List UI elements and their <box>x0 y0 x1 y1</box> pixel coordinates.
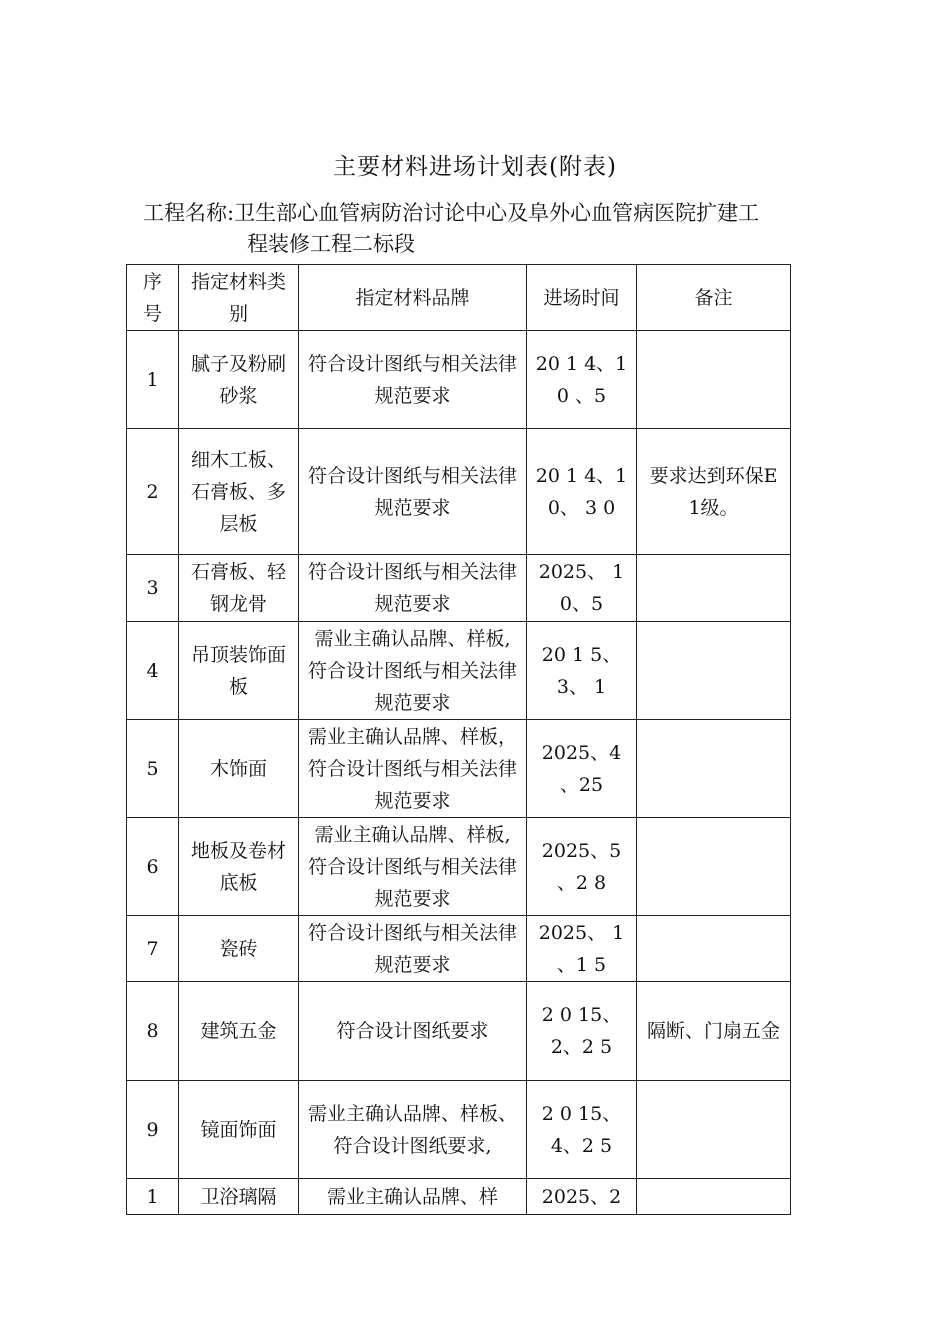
table-row <box>127 555 791 622</box>
table-row <box>127 1081 791 1179</box>
cell-category: 建筑五金 <box>179 982 299 1081</box>
cell-time: 2 0 15、2、2 5 <box>527 982 637 1081</box>
cell-note: 隔断、门扇五金 <box>637 982 791 1081</box>
table-row <box>127 818 791 916</box>
cell-category: 吊顶装饰面板 <box>179 622 299 720</box>
cell-category: 卫浴璃隔 <box>179 1179 299 1215</box>
project-name-line2: 程装修工程二标段 <box>247 232 415 256</box>
cell-brand: 需业主确认品牌、样 <box>299 1179 527 1215</box>
cell-brand: 符合设计图纸与相关法律规范要求 <box>299 429 527 555</box>
header-brand: 指定材料品牌 <box>299 265 527 331</box>
cell-seq: 8 <box>127 982 179 1081</box>
table-row <box>127 982 791 1081</box>
cell-note <box>637 555 791 622</box>
cell-note: 要求达到环保E1级。 <box>637 429 791 555</box>
cell-seq: 1 <box>127 331 179 429</box>
materials-table <box>126 264 791 1215</box>
cell-note <box>637 1179 791 1215</box>
cell-time: 2025、5 、2 8 <box>527 818 637 916</box>
cell-category: 腻子及粉刷砂浆 <box>179 331 299 429</box>
header-time: 进场时间 <box>527 265 637 331</box>
table-row <box>127 622 791 720</box>
header-category: 指定材料类别 <box>179 265 299 331</box>
cell-brand: 需业主确认品牌、样板,符合设计图纸与相关法律规范要求 <box>299 818 527 916</box>
cell-time: 2 0 15、4、2 5 <box>527 1081 637 1179</box>
project-name <box>143 198 823 260</box>
cell-category: 镜面饰面 <box>179 1081 299 1179</box>
table-row <box>127 720 791 818</box>
cell-seq: 4 <box>127 622 179 720</box>
page-title: 主要材料进场计划表(附表) <box>333 154 617 180</box>
cell-seq: 7 <box>127 916 179 982</box>
table-header-row <box>127 265 791 331</box>
cell-category: 瓷砖 <box>179 916 299 982</box>
cell-seq: 1 <box>127 1179 179 1215</box>
cell-category: 石膏板、轻钢龙骨 <box>179 555 299 622</box>
table-row <box>127 331 791 429</box>
cell-brand: 需业主确认品牌、样板，符合设计图纸与相关法律规范要求 <box>299 720 527 818</box>
cell-brand: 符合设计图纸与相关法律规范要求 <box>299 555 527 622</box>
cell-seq: 6 <box>127 818 179 916</box>
cell-time: 2025、4 、25 <box>527 720 637 818</box>
cell-seq: 5 <box>127 720 179 818</box>
cell-note <box>637 818 791 916</box>
cell-note <box>637 331 791 429</box>
cell-time: 20 1 4、10、 3 0 <box>527 429 637 555</box>
table-row <box>127 429 791 555</box>
cell-note <box>637 622 791 720</box>
cell-category: 地板及卷材底板 <box>179 818 299 916</box>
cell-seq: 3 <box>127 555 179 622</box>
cell-time: 20 1 4、1 0 、5 <box>527 331 637 429</box>
cell-seq: 9 <box>127 1081 179 1179</box>
cell-time: 2025、2 <box>527 1179 637 1215</box>
cell-brand: 符合设计图纸要求 <box>299 982 527 1081</box>
cell-note <box>637 720 791 818</box>
cell-time: 2025、 1 0、5 <box>527 555 637 622</box>
table-row <box>127 1179 791 1215</box>
cell-brand: 符合设计图纸与相关法律规范要求 <box>299 916 527 982</box>
cell-time: 2025、 1 、1 5 <box>527 916 637 982</box>
table-row <box>127 916 791 982</box>
cell-time: 20 1 5、3、 1 <box>527 622 637 720</box>
cell-category: 细木工板、石膏板、多层板 <box>179 429 299 555</box>
cell-brand: 需业主确认品牌、样板、符合设计图纸要求, <box>299 1081 527 1179</box>
cell-seq: 2 <box>127 429 179 555</box>
header-note: 备注 <box>637 265 791 331</box>
cell-category: 木饰面 <box>179 720 299 818</box>
project-name-line1: 工程名称:卫生部心血管病防治讨论中心及阜外心血管病医院扩建工 <box>143 201 760 225</box>
cell-note <box>637 916 791 982</box>
cell-note <box>637 1081 791 1179</box>
cell-brand: 需业主确认品牌、样板,符合设计图纸与相关法律规范要求 <box>299 622 527 720</box>
cell-brand: 符合设计图纸与相关法律规范要求 <box>299 331 527 429</box>
header-seq: 序号 <box>127 265 179 331</box>
